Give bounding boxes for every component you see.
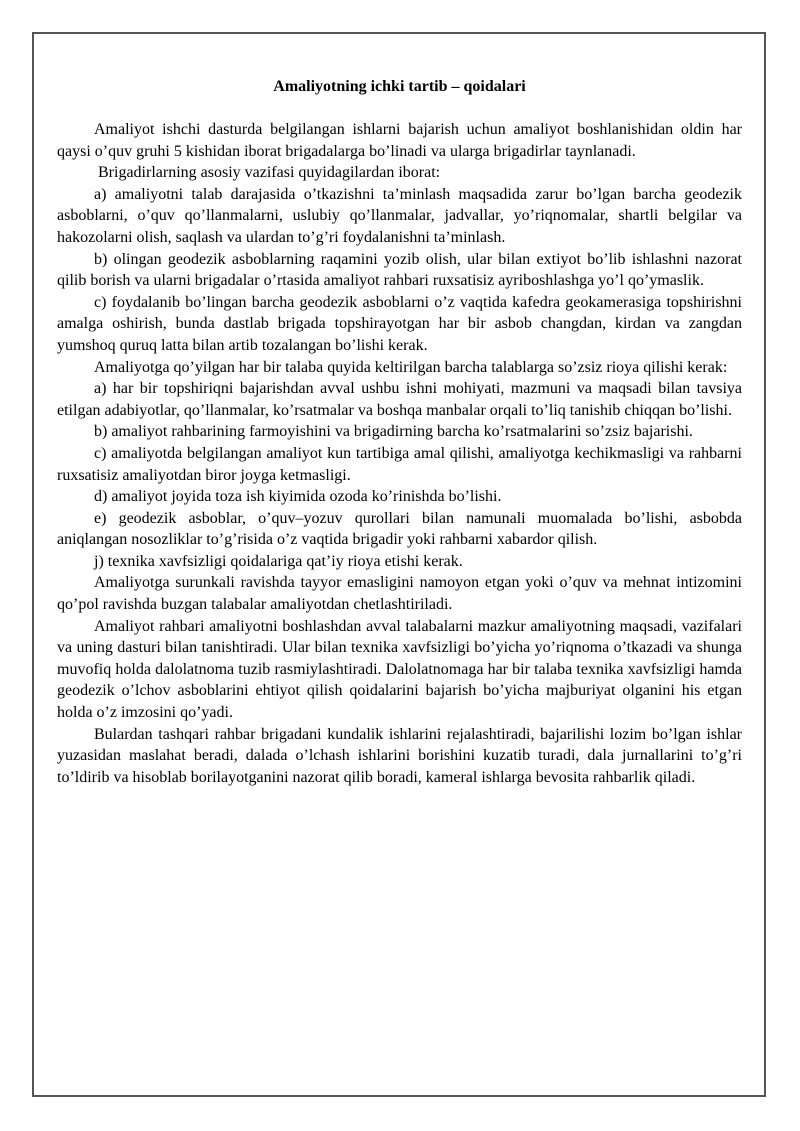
paragraph-requirement-d: d) amaliyot joyida toza ish kiyimida ozoda ko’rinishda bo’lishi. xyxy=(94,488,502,506)
paragraph-requirement-j: j) texnika xavfsizligi qoidalariga qat’iy rioya etishi kerak. xyxy=(94,552,463,570)
paragraph-requirement-e: e) geodezik asboblar, o’quv–yozuv qurollari bilan namunali muomalada bo’lishi, asbobda aniqlangan nosozliklar to’g’risida o’z vaqtida brigadir yoki rahbarni xabardor qilish. xyxy=(57,509,742,549)
document-body xyxy=(57,76,742,788)
paragraph-supervisor-duties: Bulardan tashqari rahbar brigadani kundalik ishlarini rejalashtiradi, bajarilishi lozim bo’lgan ishlar yuzasidan maslahat beradi, dalada o’lchash ishlarini borishini kuzatib turadi, dala jurnallarini to’g’ri to’ldirib va hisoblab borilayotganini nazorat qilib boradi, kameral ishlarga bevosita rahbarlik qiladi. xyxy=(57,725,742,786)
paragraph-duty-c: c) foydalanib bo’lingan barcha geodezik asboblarni o’z vaqtida kafedra geokamerasiga topshirishni amalga oshirish, bunda dastlab brigada topshirayotgan har bir asbob changdan, kirdan va zangdan yumshoq quruq latta bilan artib tozalangan bo’lishi kerak. xyxy=(57,293,742,354)
paragraph-requirement-c: c) amaliyotda belgilangan amaliyot kun tartibiga amal qilishi, amaliyotga kechikmasligi va rahbarni ruxsatisiz amaliyotdan biror joyga ketmasligi. xyxy=(57,444,742,484)
paragraph-duty-b: b) olingan geodezik asboblarning raqamini yozib olish, ular bilan extiyot bo’lib ishlashni nazorat qilib borish va ularni brigadalar o’rtasida amaliyot rahbari ruxsatisiz ayriboshlashga yo’l qo’ymaslik. xyxy=(57,250,742,290)
paragraph-requirement-b: b) amaliyot rahbarining farmoyishini va brigadirning barcha ko’rsatmalarini so’zsiz bajarishi. xyxy=(94,423,693,441)
paragraph-supervisor-briefing: Amaliyot rahbari amaliyotni boshlashdan avval talabalarni mazkur amaliyotning maqsadi, vazifalari va uning dasturi bilan tanishtiradi. Ular bilan texnika xavfsizligi bo’yicha yo’riqnoma o’tkazadi va shunga muvofiq holda dalolatnoma tuzib rasmiylashtiradi. Dalolatnomaga har bir talaba texnika xavfsizligi hamda geodezik o’lchov asboblarini ehtiyot qilish qoidalarini bajarish bo’yicha majburiyat olganini his etgan holda o’z imzosini qo’yadi. xyxy=(57,617,742,722)
paragraph-intro: Amaliyot ishchi dasturda belgilangan ishlarni bajarish uchun amaliyot boshlanishidan oldin har qaysi o’quv gruhi 5 kishidan iborat brigadalarga bo’linadi va ularga brigadirlar taynlanadi. xyxy=(57,121,742,160)
paragraph-duty-a: a) amaliyotni talab darajasida o’tkazishni ta’minlash maqsadida zarur bo’lgan barcha geodezik asboblarni, o’quv qo’llanmalarni, uslubiy qo’llanmalar, jadvallar, yo’riqnomalar, shartli belgilar va hakozolarni olish, saqlash va ulardan to’g’ri foydalanishni ta’minlash. xyxy=(57,185,742,246)
paragraph-student-requirements-heading: Amaliyotga qo’yilgan har bir talaba quyida keltirilgan barcha talablarga so’zsiz rioya qilishi kerak: xyxy=(94,358,728,376)
paragraph-expulsion: Amaliyotga surunkali ravishda tayyor emasligini namoyon etgan yoki o’quv va mehnat intizomini qo’pol ravishda buzgan talabalar amaliyotdan chetlashtiriladi. xyxy=(57,574,742,614)
paragraph-brigadir-duties-heading: Brigadirlarning asosiy vazifasi quyidagilardan iborat: xyxy=(98,164,441,182)
paragraph-requirement-a: a) har bir topshiriqni bajarishdan avval ushbu ishni mohiyati, mazmuni va maqsadi bilan tavsiya etilgan adabiyotlar, qo’llanmalar, ko’rsatmalar va boshqa manbalar orqali to’liq tanishib chiqqan bo’lishi. xyxy=(57,380,742,419)
document-title: Amaliyotning ichki tartib – qoidalari xyxy=(273,78,526,95)
